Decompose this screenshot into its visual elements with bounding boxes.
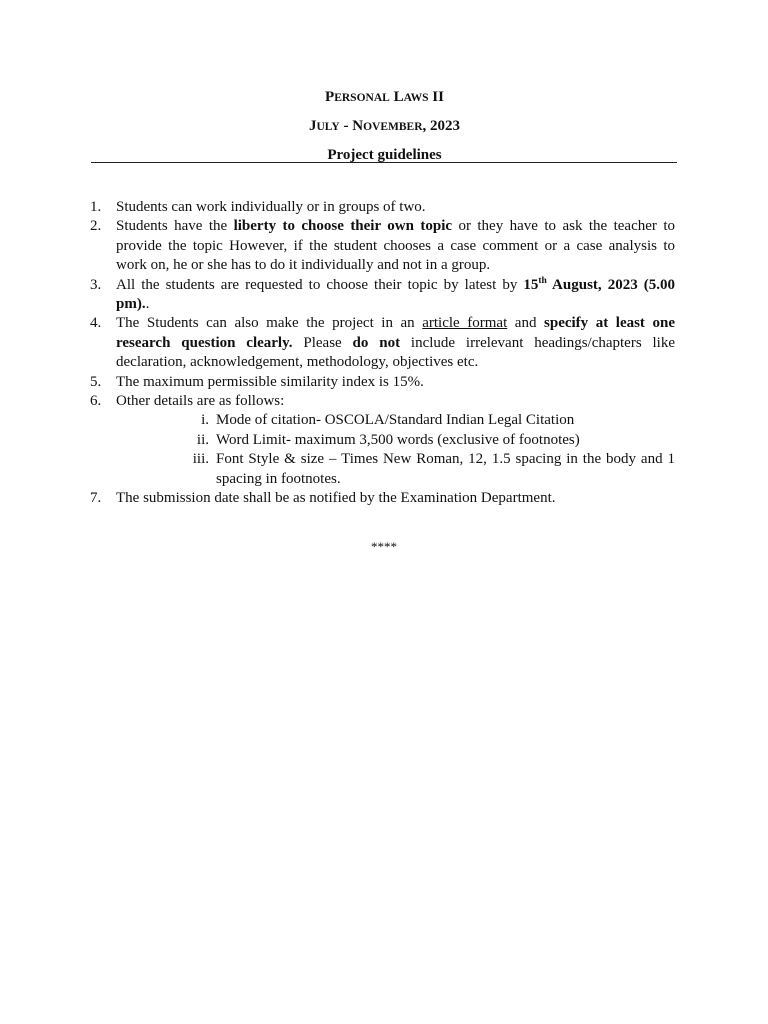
- sub-item-number: ii.: [196, 431, 209, 448]
- item-number: 4.: [90, 315, 102, 332]
- item-text: The submission date shall be as notified by the Examination Department.: [116, 490, 556, 507]
- item-text: All the students are requested to choose their topic by latest by 15th August, 2023 (5.00 pm)..: [116, 275, 675, 313]
- list-item: [90, 198, 675, 217]
- sub-list-item: [90, 431, 675, 450]
- list-item: [90, 392, 675, 411]
- sub-list-item: [90, 411, 675, 430]
- course-title: PERSONAL LAWS II: [325, 89, 444, 105]
- list-item: [90, 373, 675, 392]
- item-text: Other details are as follows:: [116, 393, 285, 410]
- item-number: 3.: [90, 276, 102, 293]
- item-number: 1.: [90, 199, 102, 215]
- item-text: The Students can also make the project in an article format and specify at least one research question clearly. Please do not include irrelevant headings/chapters like declaration, acknowledgement, methodology, objectives etc.: [116, 315, 676, 371]
- sub-item-text: Mode of citation- OSCOLA/Standard Indian Legal Citation: [216, 412, 575, 429]
- list-item: [90, 314, 675, 372]
- sub-item-text: Font Style & size – Times New Roman, 12, 1.5 spacing in the body and 1 spacing in footnotes.: [216, 451, 675, 487]
- header-divider: [91, 162, 677, 163]
- term-title: JULY - NOVEMBER, 2023: [309, 118, 460, 134]
- sub-item-text: Word Limit- maximum 3,500 words (exclusive of footnotes): [216, 431, 580, 448]
- list-item: [90, 489, 675, 508]
- list-item: [90, 217, 675, 275]
- list-item: [90, 276, 675, 315]
- item-number: 5.: [90, 373, 102, 390]
- guidelines-list: [90, 198, 675, 509]
- document-header: [92, 86, 677, 173]
- sub-item-number: iii.: [192, 451, 209, 468]
- sub-item-number: i.: [201, 412, 209, 429]
- item-text: The maximum permissible similarity index is 15%.: [116, 373, 424, 390]
- end-marker: ****: [371, 539, 397, 554]
- item-text: Students have the liberty to choose their own topic or they have to ask the teacher to provide the topic However, if the student chooses a case comment or a case analysis to work on, he or she has to do it individually and not in a group.: [116, 218, 675, 274]
- item-text: Students can work individually or in groups of two.: [116, 199, 426, 215]
- underlined-text: article format: [422, 315, 508, 332]
- item-number: 2.: [90, 218, 102, 235]
- item-number: 6.: [90, 393, 102, 410]
- sub-list-item: [90, 450, 675, 489]
- document-subtitle: Project guidelines: [327, 147, 442, 163]
- item-number: 7.: [90, 490, 102, 507]
